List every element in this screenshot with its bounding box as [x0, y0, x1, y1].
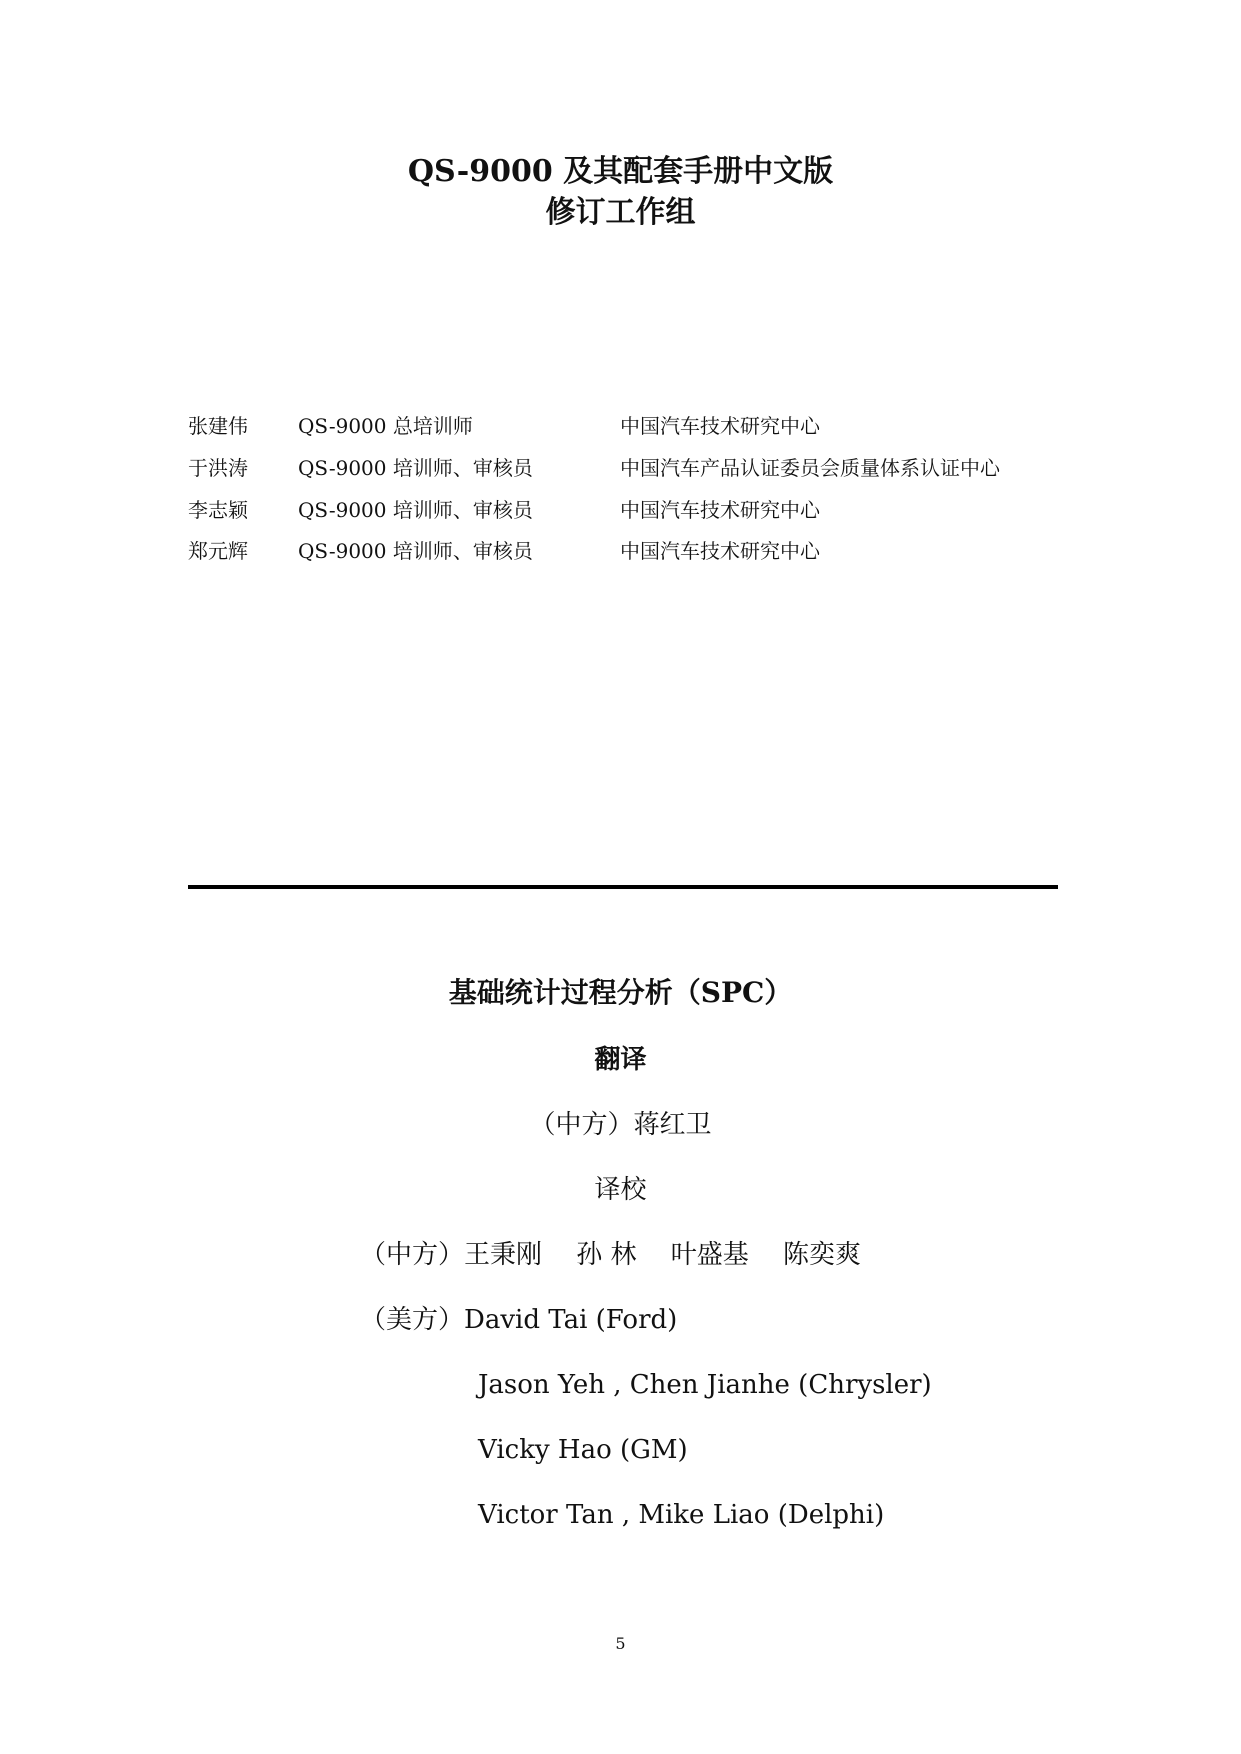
- main-title: QS-9000 及其配套手册中文版: [407, 154, 834, 189]
- proofread-heading: 译校: [594, 1175, 647, 1205]
- proofreaders-chinese: （中方）王秉刚 孙 林 叶盛基 陈奕爽: [360, 1240, 862, 1270]
- proofreader-us-line: Victor Tan , Mike Liao (Delphi): [478, 1500, 885, 1530]
- main-subtitle: 修订工作组: [545, 195, 696, 230]
- member-role: QS-9000 总培训师: [298, 414, 473, 438]
- section-divider: [188, 885, 1058, 889]
- section-title: 基础统计过程分析（SPC）: [448, 976, 793, 1009]
- page-number: 5: [615, 1634, 626, 1653]
- proofreader-us-line: （美方）David Tai (Ford): [360, 1305, 678, 1335]
- member-organization: 中国汽车产品认证委员会质量体系认证中心: [620, 456, 1000, 480]
- member-organization: 中国汽车技术研究中心: [620, 414, 820, 438]
- member-name: 张建伟: [188, 414, 248, 438]
- member-name: 于洪涛: [188, 456, 248, 480]
- member-name: 李志颖: [188, 498, 248, 522]
- member-role: QS-9000 培训师、审核员: [298, 539, 533, 563]
- member-name: 郑元辉: [188, 539, 248, 563]
- member-organization: 中国汽车技术研究中心: [620, 498, 820, 522]
- member-role: QS-9000 培训师、审核员: [298, 498, 533, 522]
- member-role: QS-9000 培训师、审核员: [298, 456, 533, 480]
- proofreader-us-line: Jason Yeh , Chen Jianhe (Chrysler): [478, 1370, 932, 1400]
- translation-heading: 翻译: [594, 1045, 647, 1075]
- translator-name: （中方）蒋红卫: [529, 1110, 712, 1140]
- proofreader-us-line: Vicky Hao (GM): [478, 1435, 688, 1465]
- member-organization: 中国汽车技术研究中心: [620, 539, 820, 563]
